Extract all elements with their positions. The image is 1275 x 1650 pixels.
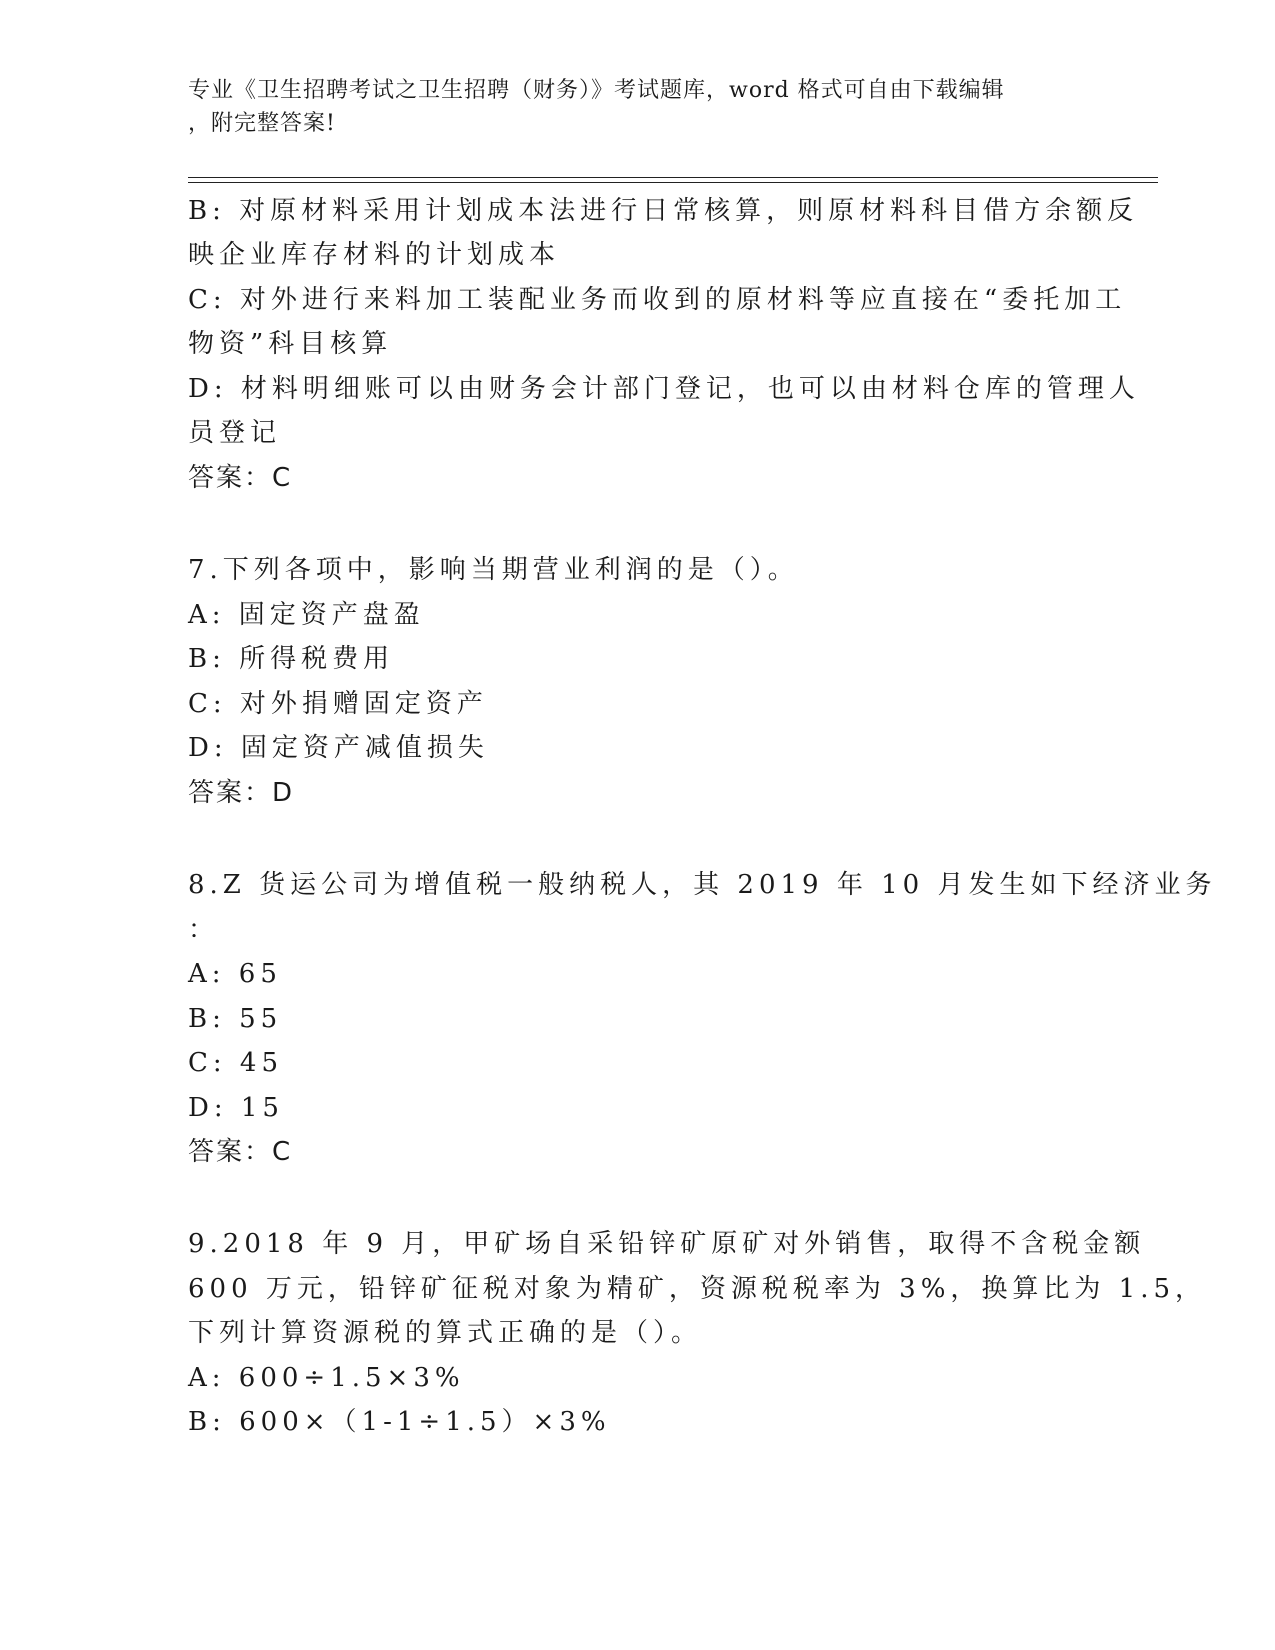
q9-option-b: B: 600×（1-1÷1.5）×3% bbox=[188, 1407, 611, 1437]
q6-option-b-line-1: B: 对原材料采用计划成本法进行日常核算，则原材料科目借方余额反 bbox=[188, 196, 1139, 226]
q6-answer: 答案：C bbox=[188, 463, 293, 493]
q8-option-a: A: 65 bbox=[188, 959, 282, 989]
q7-option-c: C: 对外捐赠固定资产 bbox=[188, 689, 488, 719]
header-divider-bottom bbox=[188, 182, 1158, 183]
q6-option-c-line-1: C: 对外进行来料加工装配业务而收到的原材料等应直接在“委托加工 bbox=[188, 285, 1127, 315]
q9-stem-line-2: 600 万元，铅锌矿征税对象为精矿，资源税税率为 3%，换算比为 1.5， bbox=[188, 1274, 1207, 1304]
q8-answer: 答案：C bbox=[188, 1137, 293, 1167]
q6-option-c-line-2: 物资”科目核算 bbox=[188, 329, 393, 359]
header-divider-top bbox=[188, 177, 1158, 178]
q8-option-c: C: 45 bbox=[188, 1048, 284, 1078]
header-line-1: 专业《卫生招聘考试之卫生招聘（财务）》考试题库，word 格式可自由下载编辑 bbox=[188, 78, 1005, 103]
q8-option-b: B: 55 bbox=[188, 1004, 283, 1034]
q6-option-d-line-2: 员登记 bbox=[188, 418, 282, 448]
q6-option-d-line-1: D: 材料明细账可以由财务会计部门登记，也可以由材料仓库的管理人 bbox=[188, 374, 1140, 404]
document-header bbox=[188, 74, 1088, 140]
q7-option-a: A: 固定资产盘盈 bbox=[188, 600, 425, 630]
q8-stem-line-1: 8.Z 货运公司为增值税一般纳税人，其 2019 年 10 月发生如下经济业务 bbox=[188, 870, 1217, 900]
q8-stem-line-2: ： bbox=[188, 915, 220, 945]
q7-answer: 答案：D bbox=[188, 778, 295, 808]
q9-stem-line-1: 9.2018 年 9 月，甲矿场自采铅锌矿原矿对外销售，取得不含税金额 bbox=[188, 1229, 1146, 1259]
q7-option-b: B: 所得税费用 bbox=[188, 644, 395, 674]
q9-stem-line-3: 下列计算资源税的算式正确的是（）。 bbox=[188, 1318, 703, 1348]
q7-option-d: D: 固定资产减值损失 bbox=[188, 733, 489, 763]
q6-option-b-line-2: 映企业库存材料的计划成本 bbox=[188, 240, 561, 270]
header-line-2: ，附完整答案! bbox=[188, 111, 336, 136]
q7-stem: 7.下列各项中，影响当期营业利润的是（）。 bbox=[188, 555, 799, 585]
q8-option-d: D: 15 bbox=[188, 1093, 284, 1123]
q9-option-a: A: 600÷1.5×3% bbox=[188, 1363, 465, 1393]
